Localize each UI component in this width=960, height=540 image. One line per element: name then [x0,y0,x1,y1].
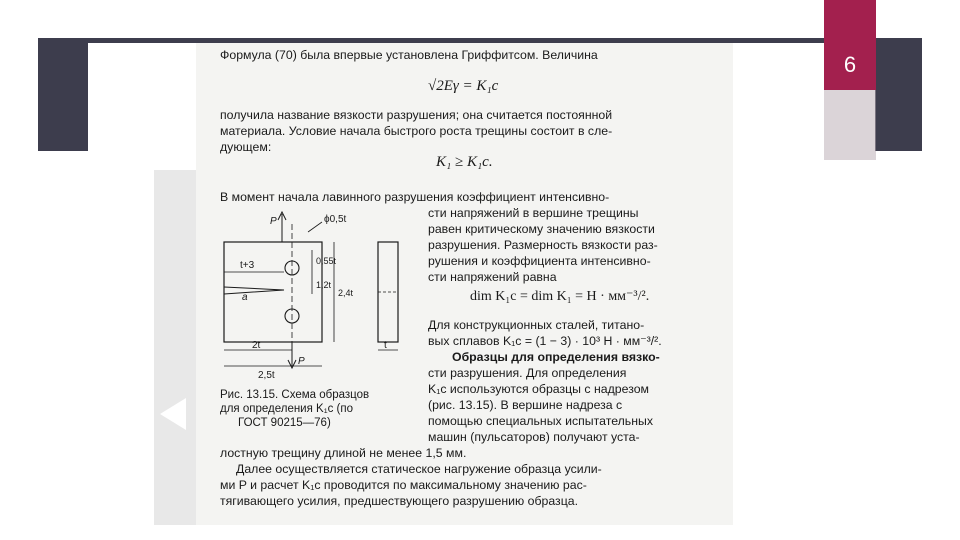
text-right-3: разрушения. Размерность вязкости раз- [428,238,658,252]
notch [224,287,284,294]
label-2t: 2t [252,340,261,351]
page-number: 6 [843,52,857,77]
text-right-5: сти напряжений равна [428,270,557,284]
text-right-4: рушения и коэффициента интенсивно- [428,254,651,268]
label-p-bottom: P [298,356,305,367]
decor-block-left [38,38,88,151]
text-right-2: равен критическому значению вязкости [428,222,655,236]
text-right2-1: Для конструкционных сталей, титано- [428,318,645,332]
text-line-1: Формула (70) была впервые установлена Гриффитсом. Величина [220,48,598,62]
text-right2-3: Образцы для определения вязко- [452,350,660,364]
side-panel [154,170,196,525]
label-a: a [242,292,248,303]
label-25t: 2,5t [258,370,275,381]
text-right2-4: сти разрушения. Для определения [428,366,627,380]
text-bottom-4: тягивающего усилия, предшествующего разрушению образца. [220,494,578,508]
text-right-1: сти напряжений в вершине трещины [428,206,639,220]
text-line-2: получила название вязкости разрушения; она считается постоянной [220,108,613,122]
label-dim-v2: 2,4t [338,288,354,298]
text-bottom-3: ми P и расчет K₁c проводится по максимальному значению рас- [220,478,587,492]
left-arrow-icon[interactable] [160,398,186,430]
label-dim-v3: 1,2t [316,280,332,290]
formula-griffith: √2Eγ = K₁c [428,78,499,94]
formula-dimension: dim K₁c = dim K₁ = Н · мм⁻³/². [470,289,650,304]
label-p-top: P [270,216,277,227]
figure-caption-2: для определения K₁c (по [220,403,353,415]
decor-tab-shadow [824,90,876,160]
label-phi: ϕ0,5t [324,214,347,225]
decor-block-right [875,38,922,151]
text-right2-8: машин (пульсаторов) получают уста- [428,430,640,444]
specimen-outline [224,242,322,342]
leader-phi [308,222,322,232]
figure-caption-1: Рис. 13.15. Схема образцов [220,389,370,401]
text-right2-5: K₁c используются образцы с надрезом [428,382,649,396]
formula-condition: K₁ ≥ K₁c. [436,154,493,170]
label-dim-v1: 0,55t [316,256,337,266]
figure-caption-3: ГОСТ 90215—76) [238,417,331,429]
text-bottom-1: лостную трещину длиной не менее 1,5 мм. [220,446,467,460]
text-right2-7: помощью специальных испытательных [428,414,653,428]
specimen-figure [212,204,424,384]
text-line-3: материала. Условие начала быстрого роста трещины состоит в сле- [220,124,613,138]
text-line-full: В момент начала лавинного разрушения коэффициент интенсивно- [220,190,610,204]
text-bottom-2: Далее осуществляется статическое нагружение образца усили- [236,462,602,476]
text-line-4: дующем: [220,140,272,154]
text-right2-2: вых сплавов K₁c = (1 − 3) · 10³ Н · мм⁻³/². [428,334,662,348]
text-right2-6: (рис. 13.15). В вершине надреза с [428,398,623,412]
label-t3: t+3 [240,260,255,271]
label-t: t [384,340,387,351]
